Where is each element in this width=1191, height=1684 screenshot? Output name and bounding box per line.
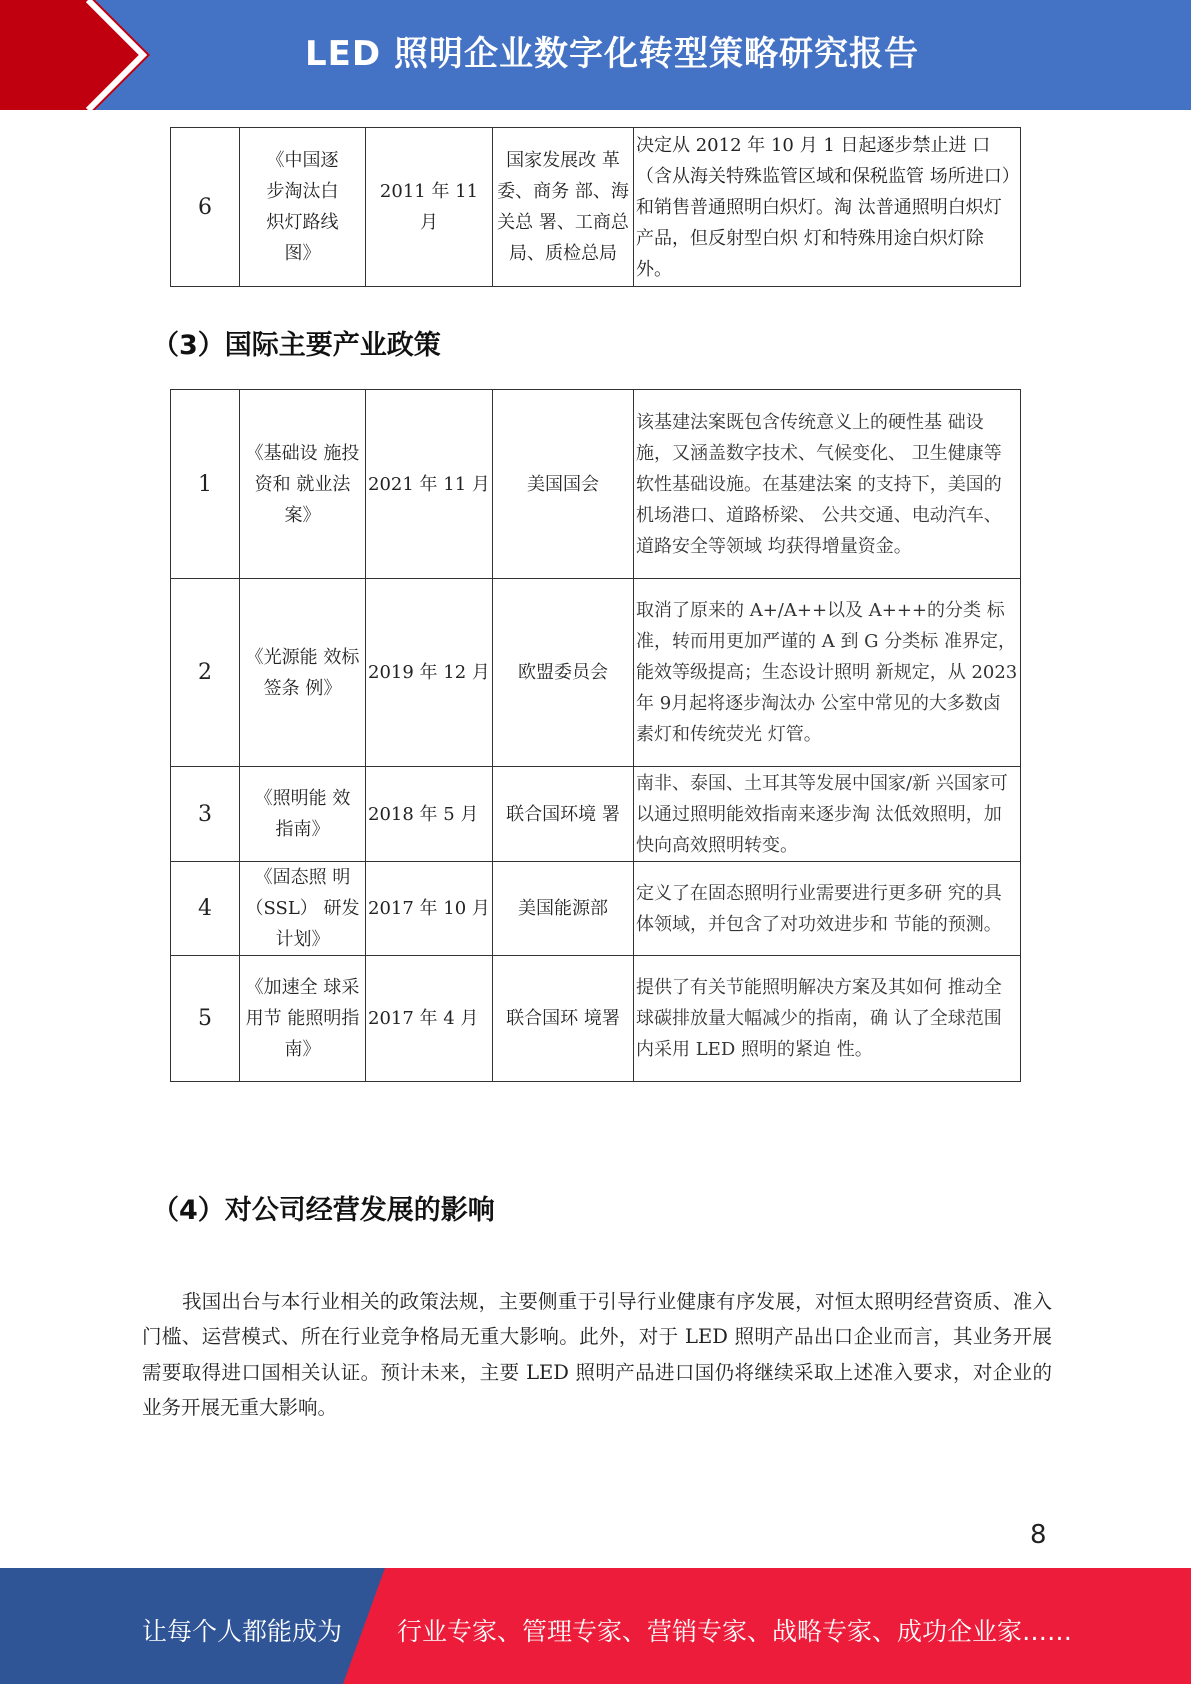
policy-date: 2018 年 5 月 [366,767,493,862]
issuing-body: 欧盟委员会 [493,579,634,767]
table-row [171,390,1021,579]
policy-name: 《照明能 效指南》 [240,767,366,862]
policy-date: 2017 年 10 月 [366,862,493,956]
policy-name: 《固态照 明（SSL） 研发计划》 [240,862,366,956]
table-row [171,767,1021,862]
footer-slogan-left: 让每个人都能成为 [142,1617,343,1646]
policy-description: 南非、泰国、土耳其等发展中国家/新 兴国家可以通过照明能效指南来逐步淘 汰低效照明，加快向高效照明转变。 [634,767,1021,862]
policy-description: 取消了原来的 A+/A++以及 A+++的分类 标准，转而用更加严谨的 A 到 G 分类标 准界定，能效等级提高；生态设计照明 新规定，从 2023 年 9月起将逐步淘汰办 公室中常见的大多数卤素灯和传统荧光 灯管。 [634,579,1021,767]
table-row [171,128,1021,287]
table-row [171,862,1021,956]
header-arrow-logo [0,0,150,110]
issuing-body: 国家发展改 革委、商务 部、海关总 署、工商总 局、质检总局 [493,128,634,287]
impact-paragraph: 我国出台与本行业相关的政策法规，主要侧重于引导行业健康有序发展，对恒太照明经营资质、准入门槛、运营模式、所在行业竞争格局无重大影响。此外，对于 LED 照明产品出口企业而言，其业务开展需要取得进口国相关认证。预计未来，主要 LED 照明产品进口国仍将继续采取上述准入要求，对企业的业务开展无重大影响。 [142,1289,1052,1419]
table-row [171,579,1021,767]
policy-date: 2019 年 12 月 [366,579,493,767]
policy-name: 《基础设 施投资和 就业法案》 [240,390,366,579]
row-index: 1 [171,390,240,579]
policy-description: 该基建法案既包含传统意义上的硬性基 础设施，又涵盖数字技术、气候变化、 卫生健康等软性基础设施。在基建法案 的支持下，美国的机场港口、道路桥梁、 公共交通、电动汽车、道路安全等领域 均获得增量资金。 [634,390,1021,579]
report-title: LED 照明企业数字化转型策略研究报告 [305,34,919,74]
table-row [171,956,1021,1082]
row-index: 6 [171,128,240,287]
section-heading-international-policy: （3）国际主要产业政策 [152,330,441,361]
issuing-body: 美国能源部 [493,862,634,956]
issuing-body: 美国国会 [493,390,634,579]
policy-description: 提供了有关节能照明解决方案及其如何 推动全球碳排放量大幅减少的指南，确 认了全球范围内采用 LED 照明的紧迫 性。 [634,956,1021,1082]
international-policy-table [170,389,1021,1082]
policy-description: 决定从 2012 年 10 月 1 日起逐步禁止进 口（含从海关特殊监管区域和保税监管 场所进口）和销售普通照明白炽灯。淘 汰普通照明白炽灯产品，但反射型白炽 灯和特殊用途白炽灯除外。 [634,128,1021,287]
row-index: 5 [171,956,240,1082]
issuing-body: 联合国环境 署 [493,767,634,862]
header-banner [0,0,1191,110]
policy-name: 《光源能 效标签条 例》 [240,579,366,767]
row-index: 3 [171,767,240,862]
page-number: 8 [1030,1520,1047,1550]
issuing-body: 联合国环 境署 [493,956,634,1082]
footer-banner [0,1568,1191,1684]
policy-date: 2011 年 11 月 [366,128,493,287]
row-index: 2 [171,579,240,767]
domestic-policy-table [170,127,1021,287]
footer-slogan-right: 行业专家、管理专家、营销专家、战略专家、成功企业家…… [397,1617,1073,1646]
policy-date: 2017 年 4 月 [366,956,493,1082]
policy-date: 2021 年 11 月 [366,390,493,579]
section-heading-company-impact: （4）对公司经营发展的影响 [152,1195,495,1226]
policy-name: 《中国逐步淘汰白炽灯路线图》 [240,128,366,287]
policy-name: 《加速全 球采用节 能照明指 南》 [240,956,366,1082]
row-index: 4 [171,862,240,956]
policy-description: 定义了在固态照明行业需要进行更多研 究的具体领域，并包含了对功效进步和 节能的预测。 [634,862,1021,956]
